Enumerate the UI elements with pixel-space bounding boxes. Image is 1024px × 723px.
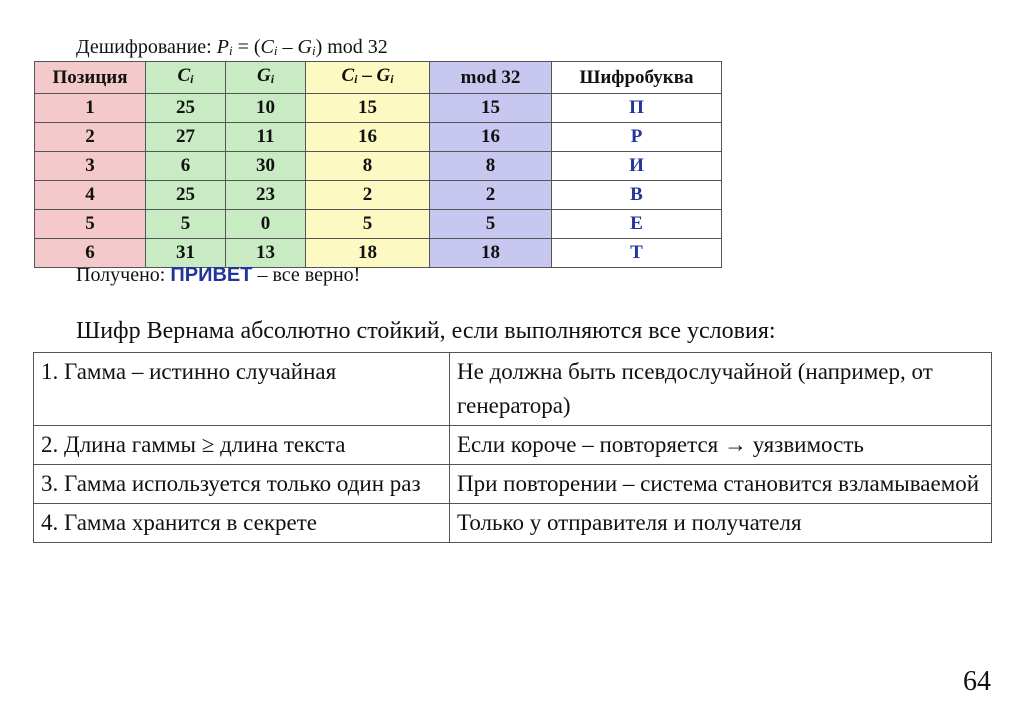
cell-letter: П (552, 94, 722, 123)
cell-ci: 27 (146, 123, 226, 152)
header-gi: $G_i$ (226, 62, 306, 94)
cell-letter: Р (552, 123, 722, 152)
conditions-table (33, 352, 992, 543)
cell-mod: 16 (430, 123, 552, 152)
cell-diff: 16 (306, 123, 430, 152)
note-cell: Только у отправителя и получателя (450, 504, 992, 543)
cell-position: 1 (35, 94, 146, 123)
cell-letter: И (552, 152, 722, 181)
cell-position: 4 (35, 181, 146, 210)
page-number: 64 (963, 666, 991, 697)
cell-mod: 2 (430, 181, 552, 210)
table-row (34, 353, 992, 426)
cell-gi: 23 (226, 181, 306, 210)
decryption-table (34, 61, 722, 268)
result-word: ПРИВЕТ (170, 264, 253, 286)
cell-gi: 30 (226, 152, 306, 181)
cell-mod: 15 (430, 94, 552, 123)
conditions-heading: Шифр Вернама абсолютно стойкий, если выполняются все условия: (76, 318, 776, 344)
note-cell: Если короче – повторяется → уязвимость (450, 426, 992, 465)
note-cell: Не должна быть псевдослучайной (например, от генератора) (450, 353, 992, 426)
cell-ci: 31 (146, 239, 226, 268)
cell-position: 3 (35, 152, 146, 181)
cell-letter: В (552, 181, 722, 210)
cell-diff: 15 (306, 94, 430, 123)
condition-cell: 3. Гамма используется только один раз (34, 465, 450, 504)
table-row (34, 504, 992, 543)
condition-cell: 1. Гамма – истинно случайная (34, 353, 450, 426)
cell-letter: Т (552, 239, 722, 268)
condition-cell: 4. Гамма хранится в секрете (34, 504, 450, 543)
header-position: Позиция (35, 62, 146, 94)
table-row (35, 210, 722, 239)
cell-ci: 6 (146, 152, 226, 181)
cell-gi: 13 (226, 239, 306, 268)
table-row (35, 123, 722, 152)
cell-ci: 25 (146, 94, 226, 123)
result-prefix: Получено: (76, 264, 171, 286)
cell-diff: 5 (306, 210, 430, 239)
cell-position: 2 (35, 123, 146, 152)
result-line (76, 264, 360, 287)
header-ci: $C_i$ (146, 62, 226, 94)
cell-position: 5 (35, 210, 146, 239)
cell-ci: 5 (146, 210, 226, 239)
cell-gi: 11 (226, 123, 306, 152)
note-cell: При повторении – система становится взламываемой (450, 465, 992, 504)
table-row (34, 426, 992, 465)
cell-diff: 2 (306, 181, 430, 210)
condition-cell: 2. Длина гаммы ≥ длина текста (34, 426, 450, 465)
table-row (35, 181, 722, 210)
cell-gi: 10 (226, 94, 306, 123)
table-row (35, 94, 722, 123)
cell-position: 6 (35, 239, 146, 268)
cell-mod: 5 (430, 210, 552, 239)
cell-diff: 18 (306, 239, 430, 268)
cell-ci: 25 (146, 181, 226, 210)
header-letter: Шифробуква (552, 62, 722, 94)
header-mod: mod 32 (430, 62, 552, 94)
result-suffix: – все верно! (252, 264, 361, 286)
formula-title: Дешифрование: $P_i = (C_i - G_i)$ mod 32 (76, 36, 388, 58)
cell-diff: 8 (306, 152, 430, 181)
cell-letter: Е (552, 210, 722, 239)
cell-mod: 8 (430, 152, 552, 181)
cell-gi: 0 (226, 210, 306, 239)
table-row (34, 465, 992, 504)
table-header-row (35, 62, 722, 94)
table-row (35, 152, 722, 181)
header-diff: $C_i - G_i$ (306, 62, 430, 94)
cell-mod: 18 (430, 239, 552, 268)
